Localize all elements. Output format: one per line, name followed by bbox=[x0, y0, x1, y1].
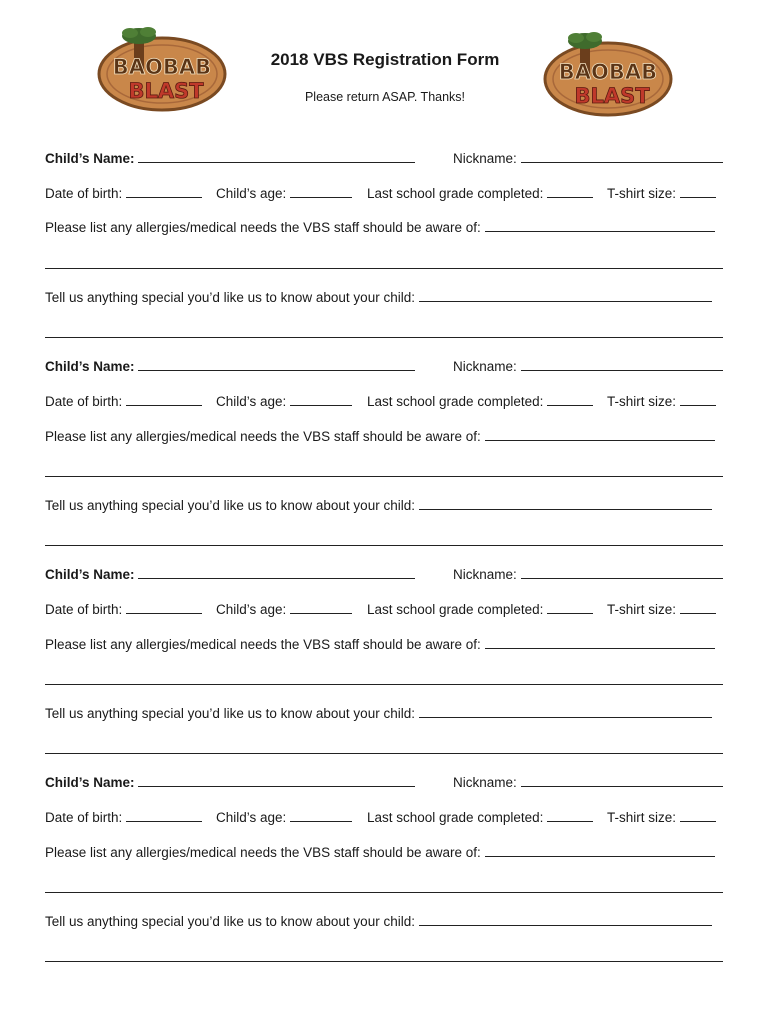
special-row bbox=[45, 497, 712, 514]
grade-row bbox=[367, 393, 593, 410]
special-label: Tell us anything special you’d like us to know about your child: bbox=[45, 290, 415, 305]
nickname-row bbox=[453, 566, 723, 583]
dob-label: Date of birth: bbox=[45, 394, 123, 409]
nickname-field[interactable] bbox=[521, 358, 723, 371]
tshirt-row bbox=[607, 809, 716, 826]
nickname-field[interactable] bbox=[521, 150, 723, 163]
dob-field[interactable] bbox=[126, 393, 202, 406]
logo-graphic bbox=[542, 27, 674, 119]
form-subtitle: Please return ASAP. Thanks! bbox=[304, 90, 466, 104]
tshirt-field[interactable] bbox=[680, 393, 716, 406]
nickname-row bbox=[453, 150, 723, 167]
grade-label: Last school grade completed: bbox=[367, 394, 544, 409]
dob-field[interactable] bbox=[126, 601, 202, 614]
dob-row bbox=[45, 601, 202, 618]
allergies-label: Please list any allergies/medical needs the VBS staff should be aware of: bbox=[45, 845, 481, 860]
special-label: Tell us anything special you’d like us to know about your child: bbox=[45, 498, 415, 513]
special-row bbox=[45, 705, 712, 722]
tshirt-field[interactable] bbox=[680, 601, 716, 614]
special-label: Tell us anything special you’d like us to know about your child: bbox=[45, 914, 415, 929]
allergies-label: Please list any allergies/medical needs the VBS staff should be aware of: bbox=[45, 429, 481, 444]
allergies-row bbox=[45, 428, 715, 445]
allergies-continuation-line[interactable] bbox=[45, 476, 723, 477]
grade-row bbox=[367, 185, 593, 202]
nickname-field[interactable] bbox=[521, 566, 723, 579]
tshirt-label: T-shirt size: bbox=[607, 394, 677, 409]
allergies-field[interactable] bbox=[485, 219, 715, 232]
childs-name-field[interactable] bbox=[138, 774, 415, 787]
tshirt-row bbox=[607, 185, 716, 202]
dob-row bbox=[45, 809, 202, 826]
allergies-label: Please list any allergies/medical needs the VBS staff should be aware of: bbox=[45, 637, 481, 652]
grade-field[interactable] bbox=[547, 601, 593, 614]
age-label: Child’s age: bbox=[216, 186, 287, 201]
baobab-blast-logo-right bbox=[542, 27, 674, 119]
age-row bbox=[216, 809, 352, 826]
childs-name-label: Child’s Name: bbox=[45, 775, 135, 790]
age-field[interactable] bbox=[290, 185, 352, 198]
age-field[interactable] bbox=[290, 393, 352, 406]
allergies-field[interactable] bbox=[485, 428, 715, 441]
childs-name-field[interactable] bbox=[138, 358, 415, 371]
nickname-label: Nickname: bbox=[453, 567, 517, 582]
dob-row bbox=[45, 185, 202, 202]
childs-name-row bbox=[45, 358, 415, 375]
special-continuation-line[interactable] bbox=[45, 961, 723, 962]
grade-field[interactable] bbox=[547, 185, 593, 198]
grade-field[interactable] bbox=[547, 809, 593, 822]
age-label: Child’s age: bbox=[216, 810, 287, 825]
nickname-label: Nickname: bbox=[453, 775, 517, 790]
dob-label: Date of birth: bbox=[45, 602, 123, 617]
dob-row bbox=[45, 393, 202, 410]
special-row bbox=[45, 913, 712, 930]
nickname-row bbox=[453, 358, 723, 375]
special-continuation-line[interactable] bbox=[45, 545, 723, 546]
allergies-field[interactable] bbox=[485, 636, 715, 649]
allergies-continuation-line[interactable] bbox=[45, 268, 723, 269]
dob-field[interactable] bbox=[126, 809, 202, 822]
childs-name-field[interactable] bbox=[138, 150, 415, 163]
nickname-label: Nickname: bbox=[453, 359, 517, 374]
logo-line1: BAOBAB bbox=[112, 55, 212, 79]
age-field[interactable] bbox=[290, 809, 352, 822]
dob-label: Date of birth: bbox=[45, 186, 123, 201]
grade-field[interactable] bbox=[547, 393, 593, 406]
tshirt-label: T-shirt size: bbox=[607, 186, 677, 201]
age-label: Child’s age: bbox=[216, 394, 287, 409]
nickname-label: Nickname: bbox=[453, 151, 517, 166]
logo-line2: BLAST bbox=[574, 84, 650, 108]
age-row bbox=[216, 601, 352, 618]
special-row bbox=[45, 289, 712, 306]
allergies-row bbox=[45, 844, 715, 861]
allergies-continuation-line[interactable] bbox=[45, 684, 723, 685]
dob-label: Date of birth: bbox=[45, 810, 123, 825]
special-label: Tell us anything special you’d like us to know about your child: bbox=[45, 706, 415, 721]
allergies-field[interactable] bbox=[485, 844, 715, 857]
grade-label: Last school grade completed: bbox=[367, 602, 544, 617]
age-row bbox=[216, 393, 352, 410]
childs-name-label: Child’s Name: bbox=[45, 567, 135, 582]
dob-field[interactable] bbox=[126, 185, 202, 198]
age-row bbox=[216, 185, 352, 202]
tshirt-field[interactable] bbox=[680, 809, 716, 822]
special-field[interactable] bbox=[419, 705, 712, 718]
tshirt-label: T-shirt size: bbox=[607, 602, 677, 617]
nickname-row bbox=[453, 774, 723, 791]
tshirt-row bbox=[607, 393, 716, 410]
nickname-field[interactable] bbox=[521, 774, 723, 787]
special-field[interactable] bbox=[419, 289, 712, 302]
childs-name-label: Child’s Name: bbox=[45, 151, 135, 166]
age-field[interactable] bbox=[290, 601, 352, 614]
childs-name-field[interactable] bbox=[138, 566, 415, 579]
special-field[interactable] bbox=[419, 497, 712, 510]
grade-label: Last school grade completed: bbox=[367, 186, 544, 201]
special-field[interactable] bbox=[419, 913, 712, 926]
form-title: 2018 VBS Registration Form bbox=[270, 50, 500, 69]
allergies-row bbox=[45, 636, 715, 653]
allergies-label: Please list any allergies/medical needs the VBS staff should be aware of: bbox=[45, 220, 481, 235]
childs-name-row bbox=[45, 566, 415, 583]
tshirt-row bbox=[607, 601, 716, 618]
grade-row bbox=[367, 601, 593, 618]
logo-line2: BLAST bbox=[128, 79, 204, 103]
childs-name-row bbox=[45, 774, 415, 791]
childs-name-row bbox=[45, 150, 415, 167]
age-label: Child’s age: bbox=[216, 602, 287, 617]
tshirt-field[interactable] bbox=[680, 185, 716, 198]
special-continuation-line[interactable] bbox=[45, 337, 723, 338]
special-continuation-line[interactable] bbox=[45, 753, 723, 754]
childs-name-label: Child’s Name: bbox=[45, 359, 135, 374]
logo-line1: BAOBAB bbox=[558, 60, 658, 84]
tshirt-label: T-shirt size: bbox=[607, 810, 677, 825]
grade-label: Last school grade completed: bbox=[367, 810, 544, 825]
allergies-row bbox=[45, 219, 715, 236]
allergies-continuation-line[interactable] bbox=[45, 892, 723, 893]
grade-row bbox=[367, 809, 593, 826]
